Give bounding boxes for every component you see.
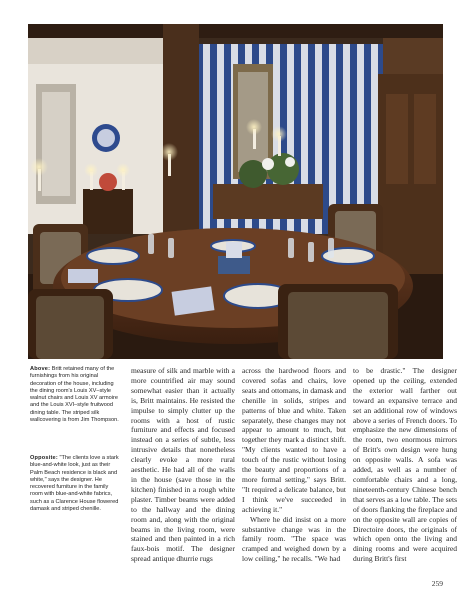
caption-lead: Opposite:	[30, 455, 58, 461]
caption-text: "The clients love a stark blue-and-white look, just as their Palm Beach residence is black and white," says the designer. He recovered furniture in the family room with blue-and-white fabrics, such as a Clarence House flowered damask and striped chenille.	[30, 455, 119, 513]
body-column-2	[242, 366, 346, 564]
dining-room-photo	[28, 24, 443, 359]
page-number: 259	[431, 579, 443, 588]
dining-room-illustration	[28, 24, 443, 359]
paragraph: across the hardwood floors and covered sofas and chairs, love seats and ottomans, in damask and chenille in solids, stripes and patterns of blue and white. Taken separately, these changes may not appear to amount to much, but together they mark a distinct shift. "My clients wanted to have a touch of the rustic without losing the beauty and proportions of a more formal setting," says Britt. "It required a delicate balance, but I think we've succeeded in achieving it."	[242, 366, 346, 514]
body-column-1	[131, 366, 235, 564]
paragraph: measure of silk and marble with a more countrified air may sound somewhat easier than it actually is, Britt maintains. He resisted the impulse to simply clutter up the rooms with a host of rustic furniture and effects and focused instead on a series of subtle, less intrusive details that nonetheless clearly evoke a more rural aesthetic. He had all of the walls in the house (save those in the kitchen) finished in a rough white plaster. Timber beams were added to the hallway and the dining room and, along with the original beams in the living room, were stained and then painted in a rich faux-bois motif. The designer spread antique dhurrie rugs	[131, 366, 235, 564]
paragraph: Where he did insist on a more substantive change was in the family room. "The space was cramped and weighed down by a low ceiling," he recalls. "We had	[242, 514, 346, 564]
caption-opposite	[30, 455, 122, 513]
paragraph: to be drastic." The designer opened up the ceiling, extended the exterior wall farther out toward an expansive terrace and set an additional row of windows above a series of French doors. To emphasize the new dimensions of the room, two enormous mirrors of Britt's own design were hung on opposite walls. A sofa was added, as well as a number of comfortable chairs and a long, nineteenth-century Chinese bench that serves as a low table. The sets of doors flanking the fireplace and on the opposite wall are copies of Directoire doors, the originals of which open onto the living and dining rooms and were acquired during Britt's first	[353, 366, 457, 564]
caption-above	[30, 366, 122, 424]
body-column-3	[353, 366, 457, 564]
caption-text: Britt retained many of the furnishings from his original decoration of the house, including the dining room's Louis XV–style walnut chairs and Louis XV armoire and the Louis XVI–style fruitwood dining table. The striped silk wallcovering is from Jim Thompson.	[30, 366, 119, 424]
caption-lead: Above:	[30, 366, 51, 372]
